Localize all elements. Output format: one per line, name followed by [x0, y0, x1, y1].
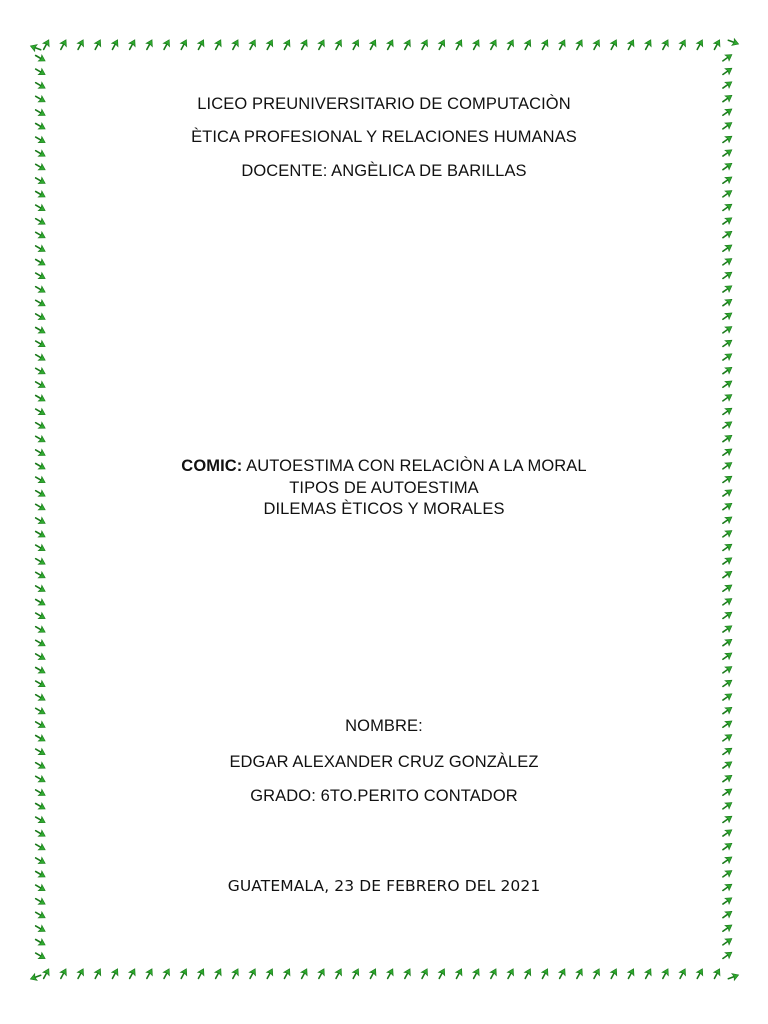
green-arrow-icon	[539, 967, 551, 980]
green-arrow-icon	[230, 38, 242, 51]
green-arrow-icon	[721, 364, 734, 376]
green-arrow-icon	[34, 773, 47, 785]
green-arrow-icon	[721, 596, 734, 608]
green-arrow-icon	[212, 38, 224, 51]
green-arrow-icon	[34, 528, 47, 540]
topic-title: AUTOESTIMA CON RELACIÒN A LA MORAL	[246, 457, 587, 475]
green-arrow-icon	[316, 38, 328, 51]
name-label: NOMBRE:	[345, 717, 423, 735]
green-arrow-icon	[34, 664, 47, 676]
green-arrow-icon	[721, 827, 734, 839]
green-arrow-icon	[721, 52, 734, 64]
green-arrow-icon	[727, 972, 740, 983]
green-arrow-icon	[419, 967, 431, 980]
green-arrow-icon	[34, 392, 47, 404]
green-arrow-icon	[721, 256, 734, 268]
green-arrow-icon	[574, 967, 586, 980]
student-grade: GRADO: 6TO.PERITO CONTADOR	[250, 787, 518, 805]
green-arrow-icon	[34, 216, 47, 228]
green-arrow-icon	[721, 704, 734, 716]
green-arrow-icon	[92, 967, 104, 980]
green-arrow-icon	[247, 967, 259, 980]
green-arrow-icon	[161, 38, 173, 51]
green-arrow-icon	[34, 542, 47, 554]
green-arrow-icon	[721, 691, 734, 703]
green-arrow-icon	[721, 541, 734, 553]
green-arrow-icon	[727, 37, 740, 48]
green-arrow-icon	[642, 38, 654, 51]
green-arrow-icon	[625, 967, 637, 980]
green-arrow-icon	[660, 967, 672, 980]
green-arrow-icon	[721, 555, 734, 567]
course-name: ÈTICA PROFESIONAL Y RELACIONES HUMANAS	[191, 128, 577, 146]
place-and-date: GUATEMALA, 23 DE FEBRERO DEL 2021	[227, 877, 541, 895]
green-arrow-icon	[721, 79, 734, 91]
green-arrow-icon	[34, 270, 47, 282]
green-arrow-icon	[436, 967, 448, 980]
green-arrow-icon	[721, 582, 734, 594]
green-arrow-icon	[316, 967, 328, 980]
green-arrow-icon	[721, 324, 734, 336]
topic-line-1	[0, 456, 768, 476]
green-arrow-icon	[34, 420, 47, 432]
comic-label: COMIC:	[181, 457, 243, 475]
green-arrow-icon	[34, 583, 47, 595]
green-arrow-icon	[34, 324, 47, 336]
green-arrow-icon	[721, 949, 734, 961]
green-arrow-icon	[625, 38, 637, 51]
green-arrow-icon	[721, 269, 734, 281]
green-arrow-icon	[721, 432, 734, 444]
green-arrow-icon	[34, 569, 47, 581]
green-arrow-icon	[522, 967, 534, 980]
green-arrow-icon	[721, 936, 734, 948]
green-arrow-icon	[367, 967, 379, 980]
green-arrow-icon	[350, 38, 362, 51]
green-arrow-icon	[711, 967, 723, 980]
green-arrow-icon	[58, 967, 70, 980]
green-arrow-icon	[505, 967, 517, 980]
green-arrow-icon	[402, 38, 414, 51]
green-arrow-icon	[556, 38, 568, 51]
green-arrow-icon	[34, 148, 47, 160]
green-arrow-icon	[384, 967, 396, 980]
green-arrow-icon	[721, 908, 734, 920]
topic-line-2: TIPOS DE AUTOESTIMA	[289, 479, 479, 497]
green-arrow-icon	[247, 38, 259, 51]
green-arrow-icon	[92, 38, 104, 51]
green-arrow-icon	[694, 967, 706, 980]
green-arrow-icon	[721, 310, 734, 322]
green-arrow-icon	[75, 967, 87, 980]
green-arrow-icon	[694, 38, 706, 51]
green-arrow-icon	[470, 38, 482, 51]
green-arrow-icon	[488, 967, 500, 980]
green-arrow-icon	[721, 296, 734, 308]
green-arrow-icon	[470, 967, 482, 980]
green-arrow-icon	[721, 664, 734, 676]
green-arrow-icon	[721, 351, 734, 363]
green-arrow-icon	[212, 967, 224, 980]
green-arrow-icon	[298, 38, 310, 51]
green-arrow-icon	[34, 352, 47, 364]
green-arrow-icon	[34, 229, 47, 241]
green-arrow-icon	[178, 967, 190, 980]
green-arrow-icon	[264, 967, 276, 980]
green-arrow-icon	[677, 38, 689, 51]
green-arrow-icon	[264, 38, 276, 51]
green-arrow-icon	[109, 967, 121, 980]
green-arrow-icon	[677, 967, 689, 980]
green-arrow-icon	[34, 596, 47, 608]
green-arrow-icon	[721, 405, 734, 417]
green-arrow-icon	[333, 967, 345, 980]
green-arrow-icon	[721, 623, 734, 635]
green-arrow-icon	[721, 528, 734, 540]
green-arrow-icon	[402, 967, 414, 980]
green-arrow-icon	[34, 814, 47, 826]
green-arrow-icon	[29, 43, 42, 54]
green-arrow-icon	[721, 283, 734, 295]
green-arrow-icon	[34, 950, 47, 962]
green-arrow-icon	[721, 419, 734, 431]
green-arrow-icon	[721, 922, 734, 934]
green-arrow-icon	[144, 38, 156, 51]
green-arrow-icon	[58, 38, 70, 51]
green-arrow-icon	[34, 80, 47, 92]
green-arrow-icon	[34, 828, 47, 840]
green-arrow-icon	[711, 38, 723, 51]
green-arrow-icon	[34, 651, 47, 663]
green-arrow-icon	[721, 201, 734, 213]
green-arrow-icon	[34, 284, 47, 296]
green-arrow-icon	[34, 433, 47, 445]
green-arrow-icon	[195, 38, 207, 51]
green-arrow-icon	[34, 243, 47, 255]
green-arrow-icon	[591, 38, 603, 51]
green-arrow-icon	[608, 967, 620, 980]
green-arrow-icon	[721, 147, 734, 159]
green-arrow-icon	[333, 38, 345, 51]
green-arrow-icon	[721, 188, 734, 200]
green-arrow-icon	[34, 610, 47, 622]
green-arrow-icon	[350, 967, 362, 980]
green-arrow-icon	[281, 967, 293, 980]
green-arrow-icon	[195, 967, 207, 980]
green-arrow-icon	[34, 311, 47, 323]
green-arrow-icon	[660, 38, 672, 51]
topic-line-3: DILEMAS ÈTICOS Y MORALES	[263, 500, 505, 518]
teacher-name: DOCENTE: ANGÈLICA DE BARILLAS	[241, 162, 527, 180]
student-name: EDGAR ALEXANDER CRUZ GONZÀLEZ	[229, 753, 539, 771]
green-arrow-icon	[34, 66, 47, 78]
green-arrow-icon	[75, 38, 87, 51]
green-arrow-icon	[419, 38, 431, 51]
green-arrow-icon	[453, 967, 465, 980]
green-arrow-icon	[505, 38, 517, 51]
green-arrow-icon	[40, 38, 52, 51]
green-arrow-icon	[34, 202, 47, 214]
green-arrow-icon	[721, 650, 734, 662]
green-arrow-icon	[281, 38, 293, 51]
green-arrow-icon	[161, 967, 173, 980]
green-arrow-icon	[34, 637, 47, 649]
green-arrow-icon	[34, 379, 47, 391]
green-arrow-icon	[539, 38, 551, 51]
green-arrow-icon	[721, 65, 734, 77]
green-arrow-icon	[34, 365, 47, 377]
green-arrow-icon	[298, 967, 310, 980]
green-arrow-icon	[34, 896, 47, 908]
green-arrow-icon	[40, 967, 52, 980]
green-arrow-icon	[556, 967, 568, 980]
green-arrow-icon	[721, 378, 734, 390]
green-arrow-icon	[29, 972, 42, 983]
green-arrow-icon	[109, 38, 121, 51]
green-arrow-icon	[230, 967, 242, 980]
green-arrow-icon	[34, 52, 47, 64]
green-arrow-icon	[574, 38, 586, 51]
green-arrow-icon	[721, 609, 734, 621]
green-arrow-icon	[34, 556, 47, 568]
green-arrow-icon	[34, 692, 47, 704]
green-arrow-icon	[34, 678, 47, 690]
green-arrow-icon	[721, 392, 734, 404]
green-arrow-icon	[721, 636, 734, 648]
green-arrow-icon	[34, 406, 47, 418]
green-arrow-icon	[721, 215, 734, 227]
green-arrow-icon	[721, 337, 734, 349]
school-name: LICEO PREUNIVERSITARIO DE COMPUTACIÒN	[197, 95, 571, 113]
green-arrow-icon	[34, 338, 47, 350]
green-arrow-icon	[34, 909, 47, 921]
green-arrow-icon	[488, 38, 500, 51]
green-arrow-icon	[642, 967, 654, 980]
green-arrow-icon	[721, 568, 734, 580]
green-arrow-icon	[34, 936, 47, 948]
green-arrow-icon	[34, 841, 47, 853]
green-arrow-icon	[126, 38, 138, 51]
green-arrow-icon	[721, 772, 734, 784]
green-arrow-icon	[384, 38, 396, 51]
green-arrow-icon	[436, 38, 448, 51]
green-arrow-icon	[721, 242, 734, 254]
green-arrow-icon	[34, 297, 47, 309]
green-arrow-icon	[34, 624, 47, 636]
green-arrow-icon	[34, 923, 47, 935]
green-arrow-icon	[34, 855, 47, 867]
green-arrow-icon	[126, 967, 138, 980]
green-arrow-icon	[721, 840, 734, 852]
green-arrow-icon	[144, 967, 156, 980]
green-arrow-icon	[721, 895, 734, 907]
green-arrow-icon	[34, 256, 47, 268]
green-arrow-icon	[178, 38, 190, 51]
green-arrow-icon	[367, 38, 379, 51]
green-arrow-icon	[721, 854, 734, 866]
green-arrow-icon	[591, 967, 603, 980]
green-arrow-icon	[721, 813, 734, 825]
green-arrow-icon	[608, 38, 620, 51]
green-arrow-icon	[453, 38, 465, 51]
green-arrow-icon	[721, 228, 734, 240]
green-arrow-icon	[34, 188, 47, 200]
green-arrow-icon	[721, 677, 734, 689]
green-arrow-icon	[522, 38, 534, 51]
